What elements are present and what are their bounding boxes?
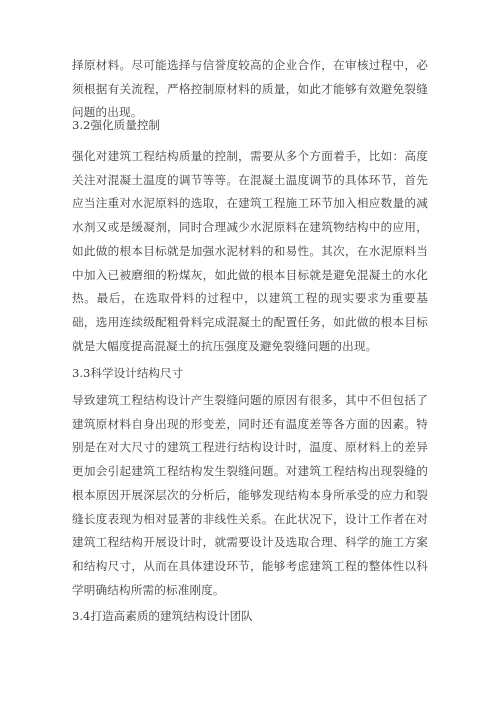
paragraph-materials: 择原材料。尽可能选择与信誉度较高的企业合作，在审核过程中，必须根据有关流程，严格控制原材料的质量，如此才能够有效避免裂缝问题的出现。 (72, 58, 428, 120)
paragraph-structure-size: 导致建筑工程结构设计产生裂缝问题的原因有很多，其中不但包括了建筑原材料自身出现的形变差，同时还有温度差等各方面的因素。特别是在对大尺寸的建筑工程进行结构设计时，温度、原材料上的差异更加会引起建筑工程结构发生裂缝问题。对建筑工程结构出现裂缝的根本原因开展深层次的分析后，能够发现结构本身所承受的应力和裂缝长度表现为相对显著的非线性关系。在此状况下，设计工作者在对建筑工程结构开展设计时，就需要设计及选取合理、科学的施工方案和结构尺寸，从而在具体建设环节，能够考虑建筑工程的整体性以科学明确结构所需的标准刚度。 (72, 393, 428, 597)
section-heading-3-2: 3.2强化质量控制 (72, 118, 161, 132)
section-heading-3-3: 3.3科学设计结构尺寸 (72, 366, 184, 380)
paragraph-quality-control: 强化对建筑工程结构质量的控制，需要从多个方面着手，比如：高度关注对混凝土温度的调节等等。在混凝土温度调节的具体环节，首先应当注重对水泥原料的选取，在建筑工程施工环节加入相应数量的减水剂又或是缓凝剂，同时合理减少水泥原料在建筑物结构中的应用，如此做的根本目标就是加强水泥材料的和易性。其次，在水泥原料当中加入已被磨细的粉煤灰，如此做的根本目标就是避免混凝土的水化热。最后，在选取骨料的过程中，以建筑工程的现实要求为重要基础，选用连续级配粗骨料完成混凝土的配置任务，如此做的根本目标就是大幅度提高混凝土的抗压强度及避免裂缝问题的出现。 (72, 149, 428, 353)
section-heading-3-4: 3.4打造高素质的建筑结构设计团队 (72, 609, 253, 623)
